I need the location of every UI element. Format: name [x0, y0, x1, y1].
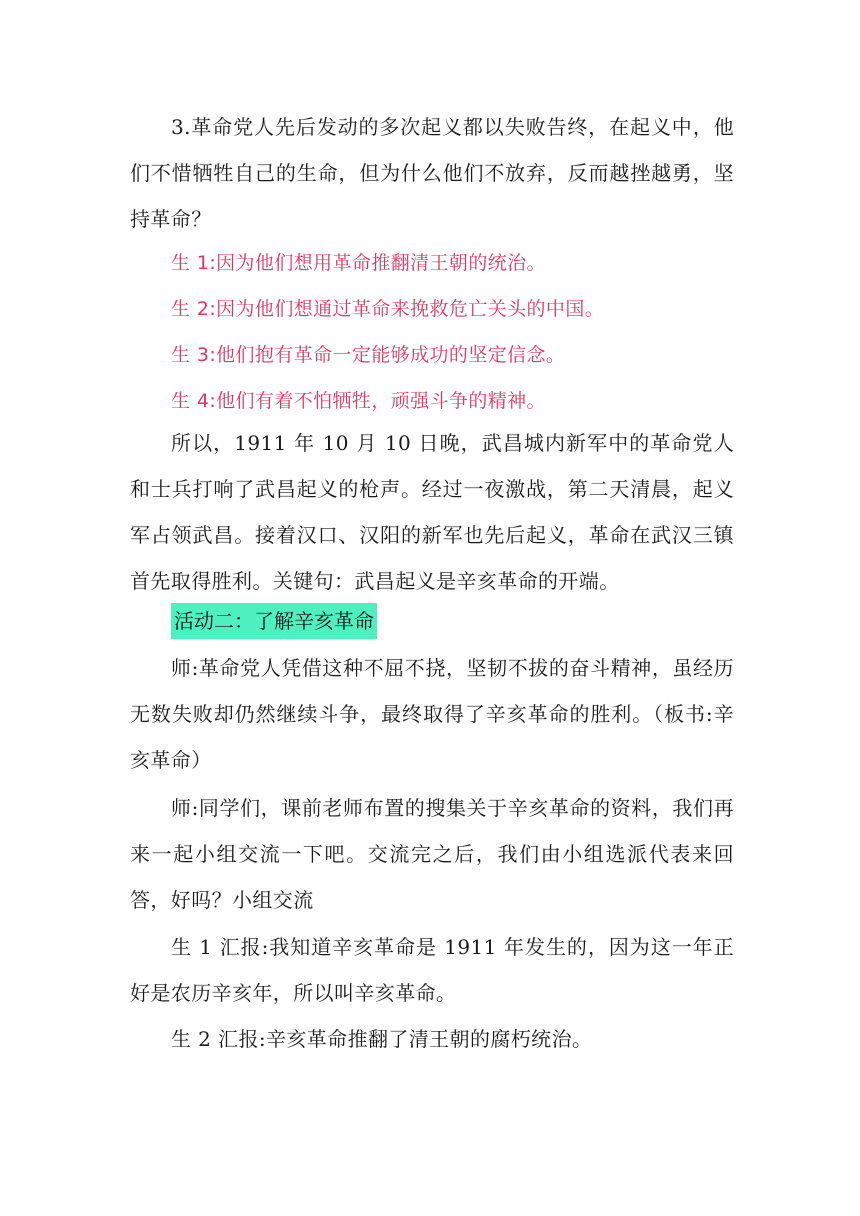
report-paragraph-2: 生 2 汇报:辛亥革命推翻了清王朝的腐朽统治。 [171, 1027, 593, 1051]
student-answer-1: 生 1:因为他们想用革命推翻清王朝的统治。 [171, 252, 546, 274]
teacher-paragraph-1: 师:革命党人凭借这种不屈不挠，坚韧不拔的奋斗精神，虽经历无数失败却仍然继续斗争，最终取得了辛亥革命的胜利。（板书:辛亥革命） [130, 656, 734, 772]
summary-paragraph: 所以，1911 年 10 月 10 日晚，武昌城内新军中的革命党人和士兵打响了武昌起义的枪声。经过一夜激战，第二天清晨，起义军占领武昌。接着汉口、汉阳的新军也先后起义，革命在武汉三镇首先取得胜利。关键句：武昌起义是辛亥革命的开端。 [130, 431, 734, 593]
question-paragraph: 3.革命党人先后发动的多次起义都以失败告终，在起义中，他们不惜牺牲自己的生命，但为什么他们不放弃，反而越挫越勇，坚持革命？ [130, 115, 734, 231]
student-answer-2: 生 2:因为他们想通过革命来挽救危亡关头的中国。 [171, 298, 605, 320]
student-answer-3: 生 3:他们抱有革命一定能够成功的坚定信念。 [171, 344, 566, 366]
activity-heading-block [171, 603, 377, 639]
activity-heading: 活动二：了解辛亥革命 [171, 603, 377, 639]
student-answer-4: 生 4:他们有着不怕牺牲，顽强斗争的精神。 [171, 390, 546, 412]
teacher-paragraph-2: 师:同学们，课前老师布置的搜集关于辛亥革命的资料，我们再来一起小组交流一下吧。交流完之后，我们由小组选派代表来回答，好吗？小组交流 [130, 796, 734, 912]
report-paragraph-1: 生 1 汇报:我知道辛亥革命是 1911 年发生的，因为这一年正好是农历辛亥年，所以叫辛亥革命。 [130, 935, 734, 1005]
